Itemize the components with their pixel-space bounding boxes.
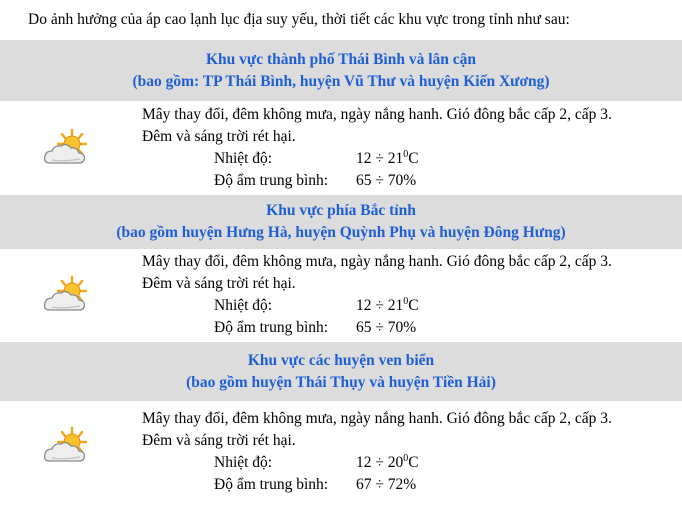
temperature-label: Nhiệt độ: xyxy=(214,150,273,167)
forecast-text xyxy=(142,104,682,192)
forecast-line: Mây thay đổi, đêm không mưa, ngày nắng hanh. Gió đông bắc cấp 2, cấp 3. xyxy=(142,253,612,270)
region-title: Khu vực thành phố Thái Bình và lân cận xyxy=(205,50,477,68)
region-subtitle: (bao gồm: TP Thái Bình, huyện Vũ Thư và huyện Kiến Xương) xyxy=(132,72,550,90)
intro-text: Do ảnh hưởng của áp cao lạnh lục địa suy yếu, thời tiết các khu vực trong tỉnh như sau: xyxy=(28,11,570,28)
humidity-value: 67 ÷ 72% xyxy=(356,476,417,493)
region-subtitle: (bao gồm huyện Hưng Hà, huyện Quỳnh Phụ và huyện Đông Hưng) xyxy=(116,224,566,241)
temperature-row xyxy=(142,295,682,317)
humidity-label: Độ ẩm trung bình: xyxy=(214,319,329,336)
humidity-label: Độ ẩm trung bình: xyxy=(214,172,329,189)
humidity-value: 65 ÷ 70% xyxy=(356,319,417,336)
temperature-value: $12 \div 21^0C$ xyxy=(356,149,419,167)
forecast-line: Đêm và sáng trời rét hại. xyxy=(142,128,296,145)
partly-cloudy-sun-icon xyxy=(42,425,90,467)
region-header-city xyxy=(0,40,682,101)
humidity-row xyxy=(142,474,682,496)
forecast-line: Đêm và sáng trời rét hại. xyxy=(142,432,296,449)
region-body-north xyxy=(0,249,682,342)
forecast-line: Mây thay đổi, đêm không mưa, ngày nắng hanh. Gió đông bắc cấp 2, cấp 3. xyxy=(142,106,612,123)
forecast-text xyxy=(142,408,682,496)
humidity-label: Độ ẩm trung bình: xyxy=(214,476,329,493)
region-header-north xyxy=(0,195,682,249)
temperature-value: $12 \div 21^0C$ xyxy=(356,296,419,314)
temperature-label: Nhiệt độ: xyxy=(214,454,273,471)
temperature-row xyxy=(142,148,682,170)
degree-sign: 0 xyxy=(403,149,409,160)
region-body-city xyxy=(0,101,682,195)
forecast-line: Đêm và sáng trời rét hại. xyxy=(142,275,296,292)
region-header-coastal xyxy=(0,342,682,401)
temperature-value: $12 \div 20^0C$ xyxy=(356,453,419,471)
forecast-line: Mây thay đổi, đêm không mưa, ngày nắng hanh. Gió đông bắc cấp 2, cấp 3. xyxy=(142,410,612,427)
degree-sign: 0 xyxy=(403,453,409,464)
partly-cloudy-sun-icon xyxy=(42,127,90,169)
humidity-row xyxy=(142,317,682,339)
region-title: Khu vực phía Bắc tỉnh xyxy=(266,202,416,219)
humidity-row xyxy=(142,170,682,192)
temperature-label: Nhiệt độ: xyxy=(214,297,273,314)
forecast-text xyxy=(142,251,682,339)
region-subtitle: (bao gồm huyện Thái Thụy và huyện Tiền Hải) xyxy=(186,373,496,391)
degree-sign: 0 xyxy=(403,296,409,307)
region-body-coastal xyxy=(0,401,682,513)
temperature-row xyxy=(142,452,682,474)
region-title: Khu vực các huyện ven biển xyxy=(247,351,435,369)
humidity-value: 65 ÷ 70% xyxy=(356,172,417,189)
partly-cloudy-sun-icon xyxy=(42,274,90,316)
